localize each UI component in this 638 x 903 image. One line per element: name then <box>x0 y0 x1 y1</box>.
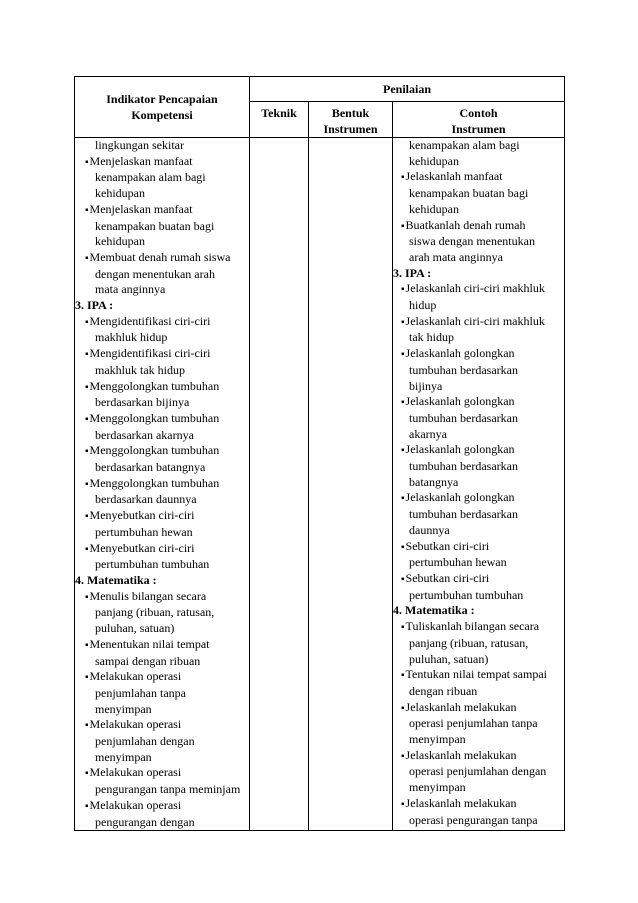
list-item-continuation: kenampakan buatan bagi <box>409 186 529 201</box>
list-item: ▪ Menggolongkan tumbuhan <box>75 411 249 428</box>
list-item-continuation: berdasarkan akarnya <box>95 427 194 442</box>
list-item: ▪ Melakukan operasi <box>75 669 249 686</box>
header-indicator <box>75 77 250 138</box>
list-item-continuation: pertumbuhan hewan <box>409 555 507 570</box>
list-item-continuation: operasi penjumlahan dengan <box>409 764 547 779</box>
list-item-continuation: tumbuhan berdasarkan <box>409 507 518 522</box>
list-item: ▪ Jelaskanlah golongkan <box>393 442 564 459</box>
list-item-continuation: berdasarkan bijinya <box>95 395 190 410</box>
list-item-continuation: dengan menentukan arah <box>95 266 215 281</box>
section-heading: 3. IPA : <box>393 265 432 280</box>
list-item: ▪ Jelaskanlah ciri-ciri makhluk <box>393 314 564 331</box>
list-item-continuation: menyimpan <box>409 732 466 747</box>
list-item: ▪ Menjelaskan manfaat <box>75 202 249 219</box>
list-item-continuation: batangnya <box>409 474 459 489</box>
list-item: ▪ Melakukan operasi <box>75 765 249 782</box>
list-item: ▪ Tuliskanlah bilangan secara <box>393 619 564 636</box>
list-item: ▪ Jelaskanlah melakukan <box>393 748 564 765</box>
list-item-continuation: kehidupan <box>409 153 459 168</box>
list-item-continuation: sampai dengan ribuan <box>95 653 201 668</box>
list-item-continuation: tumbuhan berdasarkan <box>409 410 518 425</box>
header-indicator-line1: Indikator Pencapaian <box>106 92 218 106</box>
list-item-continuation: akarnya <box>409 426 447 441</box>
list-item: ▪ Mengidentifikasi ciri-ciri <box>75 346 249 363</box>
list-item-continuation: kenampakan alam bagi <box>95 170 206 185</box>
header-assessment: Penilaian <box>250 77 565 102</box>
list-item-continuation: berdasarkan daunnya <box>95 492 197 507</box>
list-item-continuation: tumbuhan berdasarkan <box>409 459 518 474</box>
list-item: ▪ Jelaskanlah golongkan <box>393 394 564 411</box>
list-item-continuation: menyimpan <box>95 749 152 764</box>
section-heading: 4. Matematika : <box>75 572 157 587</box>
list-item: ▪ Menjelaskan manfaat <box>75 154 249 171</box>
list-item-continuation: tak hidup <box>409 330 454 345</box>
list-item: ▪ Menggolongkan tumbuhan <box>75 379 249 396</box>
list-item: ▪ Tentukan nilai tempat sampai <box>393 667 564 684</box>
section-heading: 3. IPA : <box>75 298 114 313</box>
list-item-continuation: penjumlahan tanpa <box>95 685 186 700</box>
list-item: ▪ Jelaskanlah manfaat <box>393 169 564 186</box>
list-item-continuation: panjang (ribuan, ratusan, <box>95 605 215 620</box>
list-item: ▪ Jelaskanlah golongkan <box>393 490 564 507</box>
list-item: ▪ Jelaskanlah melakukan <box>393 700 564 717</box>
list-item-continuation: pengurangan dengan <box>95 814 195 829</box>
list-item-continuation: hidup <box>409 298 437 313</box>
list-item-continuation: kenampakan alam bagi <box>409 138 520 152</box>
example-list <box>393 138 564 828</box>
list-item: ▪ Melakukan operasi <box>75 717 249 734</box>
list-item-continuation: siswa dengan menentukan <box>409 234 535 249</box>
header-form-line1: Bentuk <box>331 106 370 120</box>
list-item: ▪ Menggolongkan tumbuhan <box>75 443 249 460</box>
header-technique-label: Teknik <box>261 106 297 120</box>
list-item: ▪ Jelaskanlah golongkan <box>393 346 564 363</box>
header-technique <box>250 102 309 138</box>
list-item-continuation: bijinya <box>409 378 443 393</box>
list-item-continuation: makhluk hidup <box>95 330 168 345</box>
list-item-continuation: lingkungan sekitar <box>95 138 184 152</box>
list-item-continuation: kehidupan <box>95 186 145 201</box>
list-item: ▪ Menentukan nilai tempat <box>75 637 249 654</box>
section-heading: 4. Matematika : <box>393 603 475 618</box>
list-item-continuation: puluhan, satuan) <box>95 621 175 636</box>
header-example <box>393 102 565 138</box>
form-column <box>309 138 393 831</box>
list-item-continuation: puluhan, satuan) <box>409 651 489 666</box>
list-item: ▪ Menyebutkan ciri-ciri <box>75 541 249 558</box>
list-item-continuation: kenampakan buatan bagi <box>95 218 215 233</box>
example-column <box>393 138 565 831</box>
list-item-continuation: menyimpan <box>95 701 152 716</box>
list-item: ▪ Mengidentifikasi ciri-ciri <box>75 314 249 331</box>
list-item-continuation: makhluk tak hidup <box>95 362 185 377</box>
list-item: ▪ Sebutkan ciri-ciri <box>393 539 564 556</box>
technique-column <box>250 138 309 831</box>
header-example-line2: Instrumen <box>451 122 506 136</box>
list-item-continuation: dengan ribuan <box>409 683 478 698</box>
indicator-column <box>75 138 250 831</box>
list-item-continuation: pertumbuhan tumbuhan <box>95 557 210 572</box>
list-item-continuation: panjang (ribuan, ratusan, <box>409 635 529 650</box>
assessment-table <box>74 76 565 831</box>
list-item: ▪ Menyebutkan ciri-ciri <box>75 508 249 525</box>
list-item-continuation: menyimpan <box>409 780 466 795</box>
header-form-line2: Instrumen <box>323 122 378 136</box>
list-item-continuation: mata anginnya <box>95 282 166 297</box>
list-item-continuation: pertumbuhan hewan <box>95 524 193 539</box>
list-item-continuation: berdasarkan batangnya <box>95 460 206 475</box>
list-item-continuation: operasi pengurangan tanpa <box>409 812 538 827</box>
list-item-continuation: arah mata anginnya <box>409 249 503 264</box>
list-item-continuation: pengurangan tanpa meminjam <box>95 782 241 797</box>
list-item-continuation: kehidupan <box>95 234 145 249</box>
header-example-line1: Contoh <box>459 106 498 120</box>
list-item-continuation: daunnya <box>409 522 450 537</box>
list-item: ▪ Jelaskanlah melakukan <box>393 796 564 813</box>
list-item: ▪ Sebutkan ciri-ciri <box>393 571 564 588</box>
list-item-continuation: penjumlahan dengan <box>95 734 195 749</box>
list-item: ▪ Menggolongkan tumbuhan <box>75 476 249 493</box>
list-item: ▪ Buatkanlah denah rumah <box>393 218 564 235</box>
list-item-continuation: tumbuhan berdasarkan <box>409 362 518 377</box>
list-item-continuation: kehidupan <box>409 201 459 216</box>
indicator-list <box>75 138 249 830</box>
list-item: ▪ Jelaskanlah ciri-ciri makhluk <box>393 281 564 298</box>
header-form <box>309 102 393 138</box>
list-item: ▪ Menulis bilangan secara <box>75 589 249 606</box>
list-item-continuation: pertumbuhan tumbuhan <box>409 587 524 602</box>
list-item-continuation: operasi penjumlahan tanpa <box>409 716 538 731</box>
list-item: ▪ Melakukan operasi <box>75 798 249 815</box>
header-indicator-line2: Kompetensi <box>131 108 193 122</box>
list-item: ▪ Membuat denah rumah siswa <box>75 250 249 267</box>
